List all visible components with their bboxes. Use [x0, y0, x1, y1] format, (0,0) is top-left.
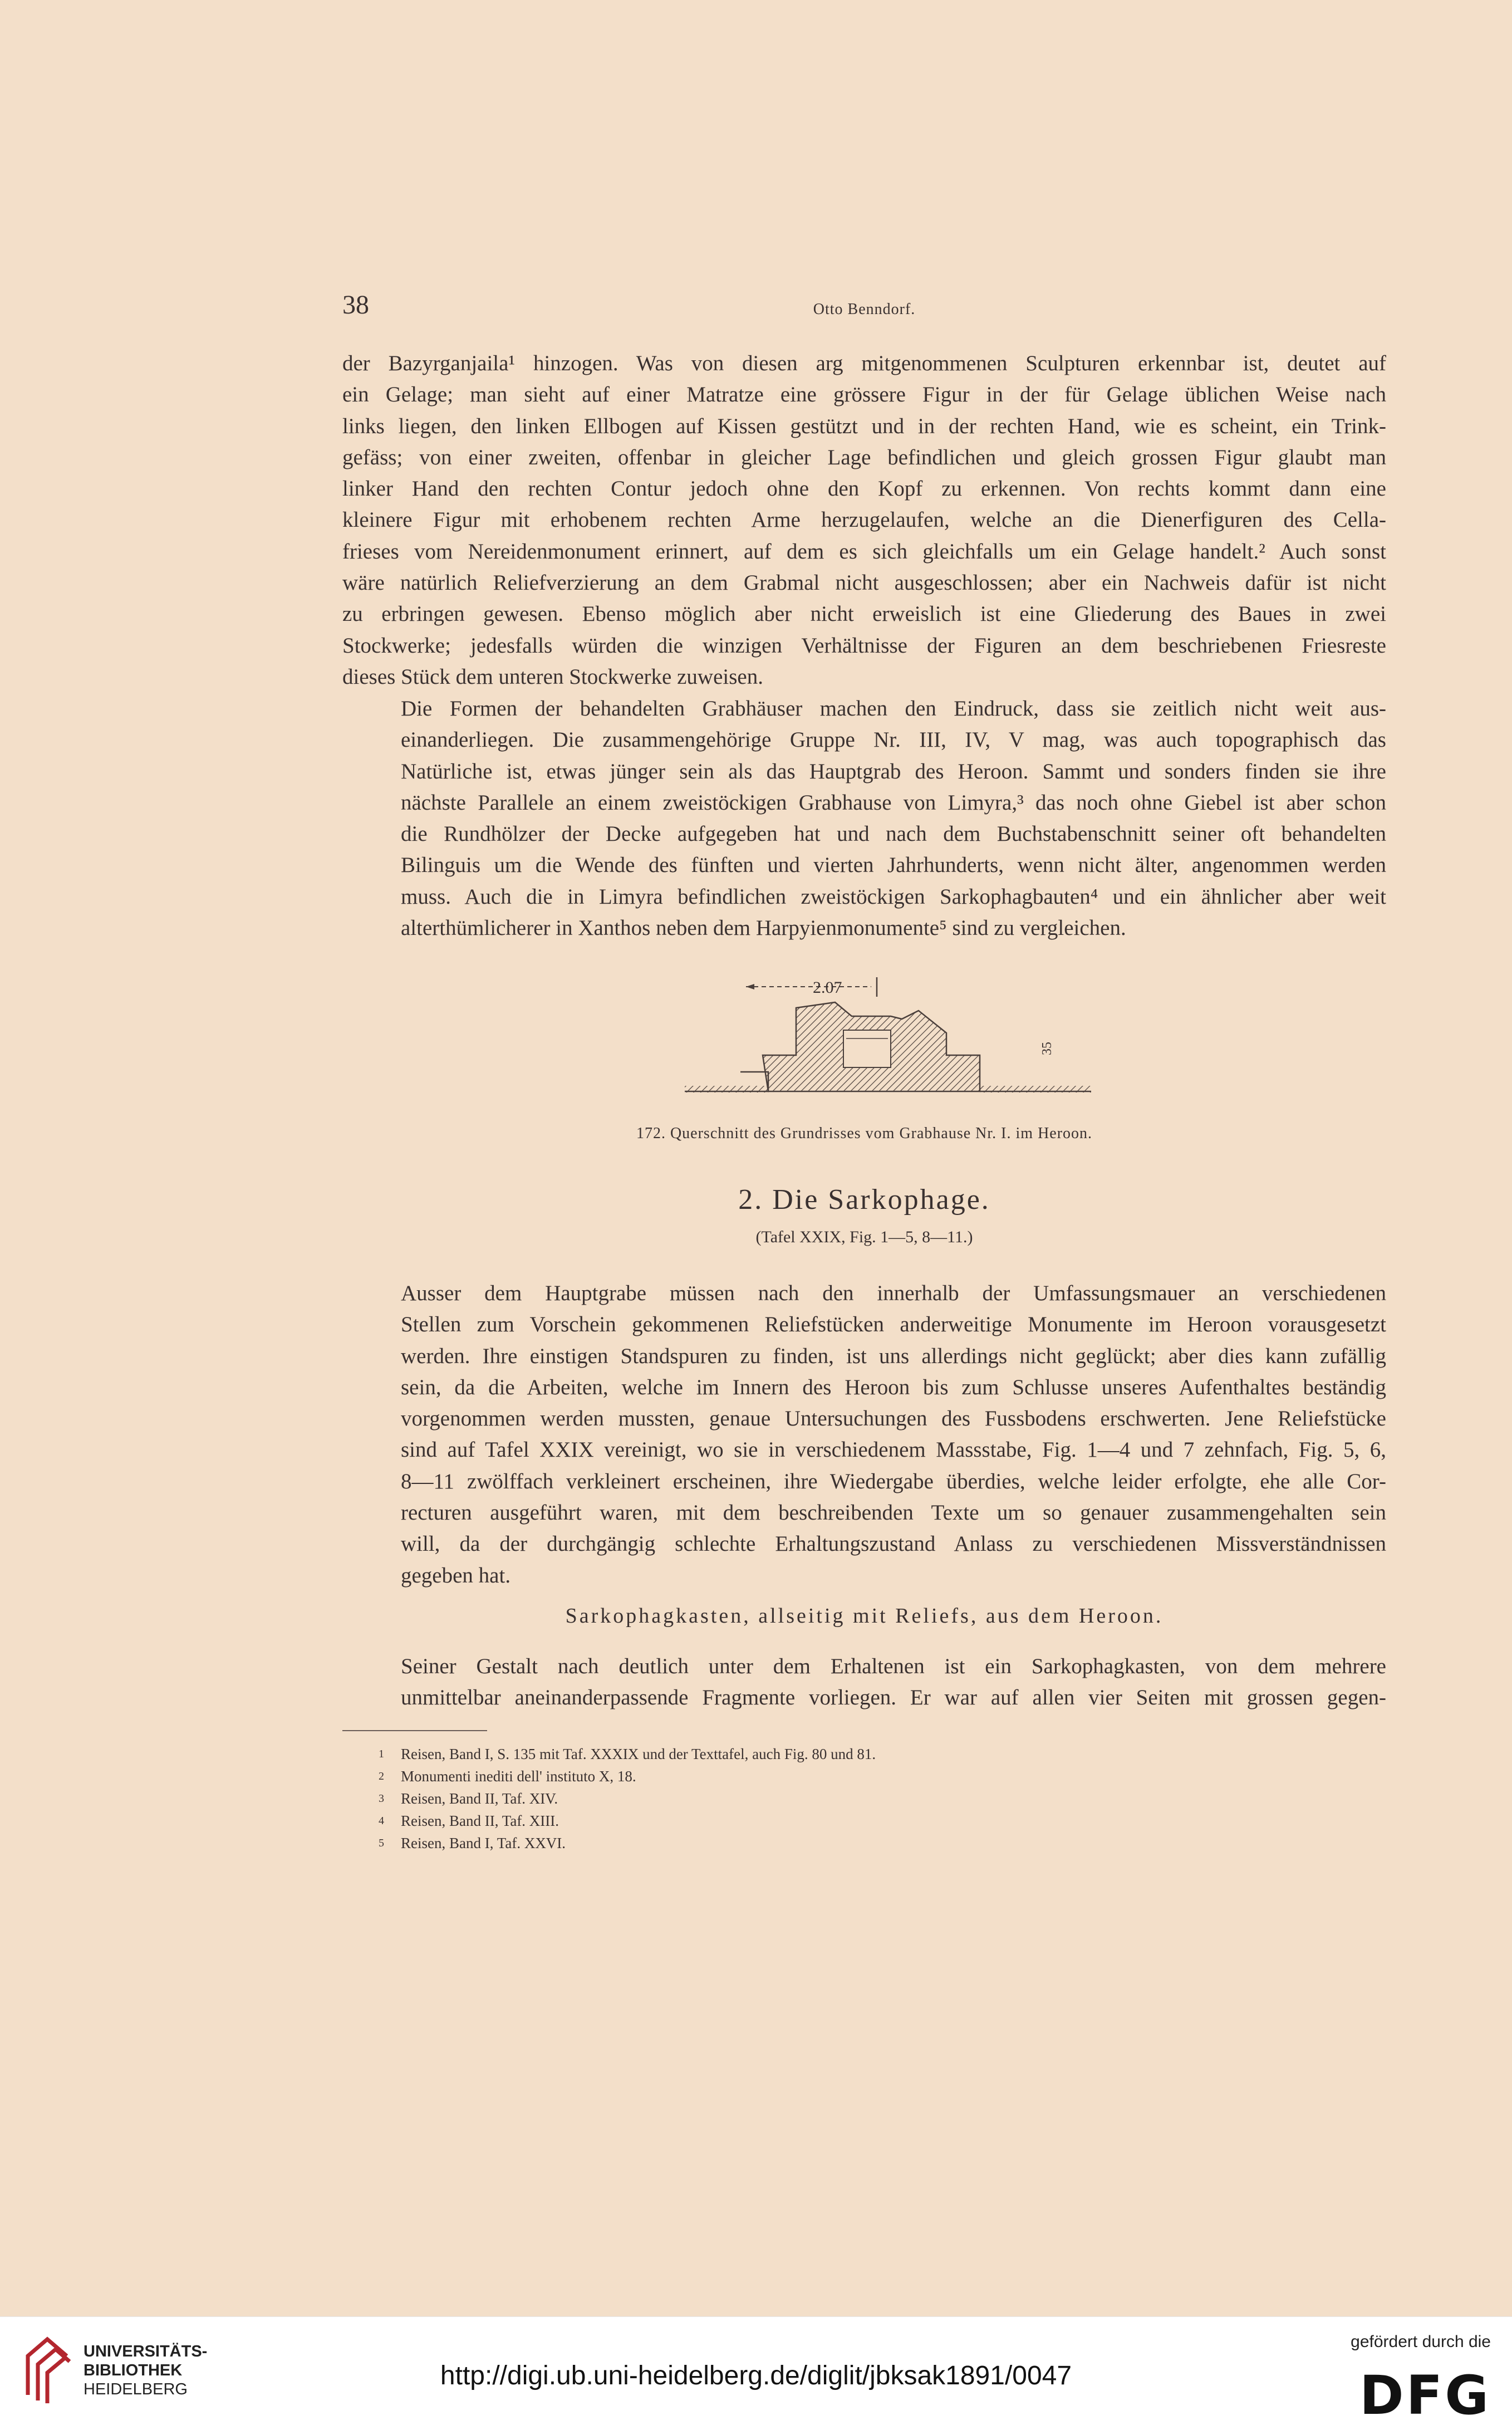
text-line: frieses vom Nereidenmonument erinnert, auf dem es sich gleichfalls um ein Gelage handelt.² Auch sonst	[342, 539, 1386, 564]
footnote: 4 Reisen, Band II, Taf. XIII.	[379, 1812, 559, 1829]
text-line: vorgenommen werden mussten, genaue Untersuchungen des Fussbodens erschwerten. Jene Reliefstücke	[401, 1407, 1386, 1431]
paragraph-1	[342, 348, 1386, 693]
footnote-rule	[342, 1730, 487, 1731]
footnote: 5 Reisen, Band I, Taf. XXVI.	[379, 1835, 566, 1851]
base-hatch-right	[980, 1086, 1091, 1092]
text-line: muss. Auch die in Limyra befindlichen zweistöckigen Sarkophagbauten⁴ und ein ähnlicher aber weit	[401, 884, 1386, 909]
footnote: 3 Reisen, Band II, Taf. XIV.	[379, 1790, 558, 1807]
text-line: links liegen, den linken Ellbogen auf Kissen gestützt und in der rechten Hand, wie es scheint, ein Trink-	[342, 414, 1386, 438]
text-line: sein, da die Arbeiten, welche im Innern des Heroon bis zum Schlusse unseres Aufenthaltes beständig	[401, 1375, 1386, 1399]
text-line: sind auf Tafel XXIX vereinigt, wo sie in verschiedenem Massstabe, Fig. 1—4 und 7 zehnfach, Fig. 5, 6,	[401, 1438, 1386, 1462]
paragraph-3	[342, 1278, 1386, 1591]
burial-chamber	[843, 1030, 891, 1067]
text-line: der Bazyrganjaila¹ hinzogen. Was von diesen arg mitgenommenen Sculpturen erkennbar ist, deutet auf	[342, 351, 1386, 375]
text-line: Bilinguis um die Wende des fünften und vierten Jahrhunderts, wenn nicht älter, angenommen werden	[401, 853, 1386, 878]
text-line: linker Hand den rechten Contur jedoch ohne den Kopf zu erkennen. Von rechts kommt dann eine	[342, 477, 1386, 501]
footnote: 2 Monumenti inediti dell' instituto X, 18.	[379, 1768, 636, 1785]
running-head-author: Otto Benndorf.	[813, 301, 916, 318]
text-line: ein Gelage; man sieht auf einer Matratze eine grössere Figur in der für Gelage üblichen Weise nach	[342, 383, 1386, 407]
text-line: gegeben hat.	[401, 1563, 511, 1588]
text-line: kleinere Figur mit erhobenem rechten Arme herzugelaufen, welche an die Dienerfiguren des Cella-	[342, 508, 1386, 532]
dimension-label-top: 2.07	[813, 978, 842, 997]
figure-caption: 172. Querschnitt des Grundrisses vom Grabhause Nr. I. im Heroon.	[636, 1125, 1093, 1142]
cross-section-figure	[601, 972, 1113, 1105]
text-line: 8—11 zwölffach verkleinert erscheinen, ihre Wiedergabe überdies, welche leider erfolgte, ehe alle Cor-	[401, 1469, 1386, 1493]
text-line: alterthümlicherer in Xanthos neben dem Harpyienmonumente⁵ sind zu vergleichen.	[401, 916, 1126, 940]
text-line: Die Formen der behandelten Grabhäuser machen den Eindruck, dass sie zeitlich nicht weit aus-	[401, 697, 1386, 721]
paragraph-4	[342, 1651, 1386, 1714]
text-line: Stockwerke; jedesfalls würden die winzigen Verhältnisse der Figuren an dem beschriebenen Friesreste	[342, 633, 1386, 658]
footnotes	[379, 1743, 876, 1854]
section-title: 2. Die Sarkophage.	[738, 1184, 990, 1216]
text-line: einanderliegen. Die zusammengehörige Gruppe Nr. III, IV, V mag, was auch topographisch das	[401, 728, 1386, 752]
permalink-url[interactable]: http://digi.ub.uni-heidelberg.de/diglit/jbksak1891/0047	[440, 2361, 1072, 2390]
text-line: unmittelbar aneinanderpassende Fragmente vorliegen. Er war auf allen vier Seiten mit grossen gegen-	[401, 1686, 1386, 1710]
text-line: Ausser dem Hauptgrabe müssen nach den innerhalb der Umfassungsmauer an verschiedenen	[401, 1281, 1386, 1305]
section-subtitle: (Tafel XXIX, Fig. 1—5, 8—11.)	[755, 1228, 973, 1246]
text-line: werden. Ihre einstigen Standspuren zu finden, ist uns allerdings nicht geglückt; aber dies kann zufällig	[401, 1344, 1386, 1368]
text-line: zu erbringen gewesen. Ebenso möglich aber nicht erweislich ist eine Gliederung des Baues in zwei	[342, 602, 1386, 626]
text-line: Natürliche ist, etwas jünger sein als das Hauptgrab des Heroon. Sammt und sonders finden sie ihre	[401, 759, 1386, 783]
text-line: nächste Parallele an einem zweistöckigen Grabhause von Limyra,³ das noch ohne Giebel ist aber schon	[401, 790, 1386, 815]
footnote: 1 Reisen, Band I, S. 135 mit Taf. XXXIX und der Texttafel, auch Fig. 80 und 81.	[379, 1746, 876, 1762]
funding-note: gefördert durch die	[1351, 2333, 1491, 2351]
text-line: will, da der durchgängig schlechte Erhaltungszustand Anlass zu verschiedenen Missverständnissen	[401, 1532, 1386, 1556]
page-number: 38	[342, 290, 369, 320]
base-hatch-left	[685, 1086, 768, 1092]
text-line: gefäss; von einer zweiten, offenbar in gleicher Lage befindlichen und gleich grossen Figur glaubt man	[342, 445, 1386, 469]
arrow-left-icon	[746, 984, 754, 989]
dfg-logo[interactable]: DFG	[1359, 2364, 1491, 2427]
text-line: dieses Stück dem unteren Stockwerke zuweisen.	[342, 664, 763, 689]
running-head	[342, 290, 1386, 329]
text-line: die Rundhölzer der Decke aufgegeben hat und nach dem Buchstabenschnitt seiner oft behandelten	[401, 822, 1386, 846]
text-line: wäre natürlich Reliefverzierung an dem Grabmal nicht ausgeschlossen; aber ein Nachweis dafür ist nicht	[342, 571, 1386, 595]
text-line: Seiner Gestalt nach deutlich unter dem Erhaltenen ist ein Sarkophagkasten, von dem mehrere	[401, 1654, 1386, 1678]
library-name[interactable]: UNIVERSITÄTS- BIBLIOTHEK HEIDELBERG	[84, 2343, 208, 2398]
subheading: Sarkophagkasten, allseitig mit Reliefs, aus dem Heroon.	[565, 1604, 1164, 1628]
text-line: Stellen zum Vorschein gekommenen Reliefstücken anderweitige Monumente im Heroon vorausgesetzt	[401, 1312, 1386, 1337]
text-line: recturen ausgeführt waren, mit dem beschreibenden Texte um so genauer zusammengehalten sein	[401, 1501, 1386, 1525]
paragraph-2	[342, 693, 1386, 944]
footer-bar	[0, 2316, 1512, 2430]
dimension-label-side: 35	[1040, 1042, 1054, 1055]
